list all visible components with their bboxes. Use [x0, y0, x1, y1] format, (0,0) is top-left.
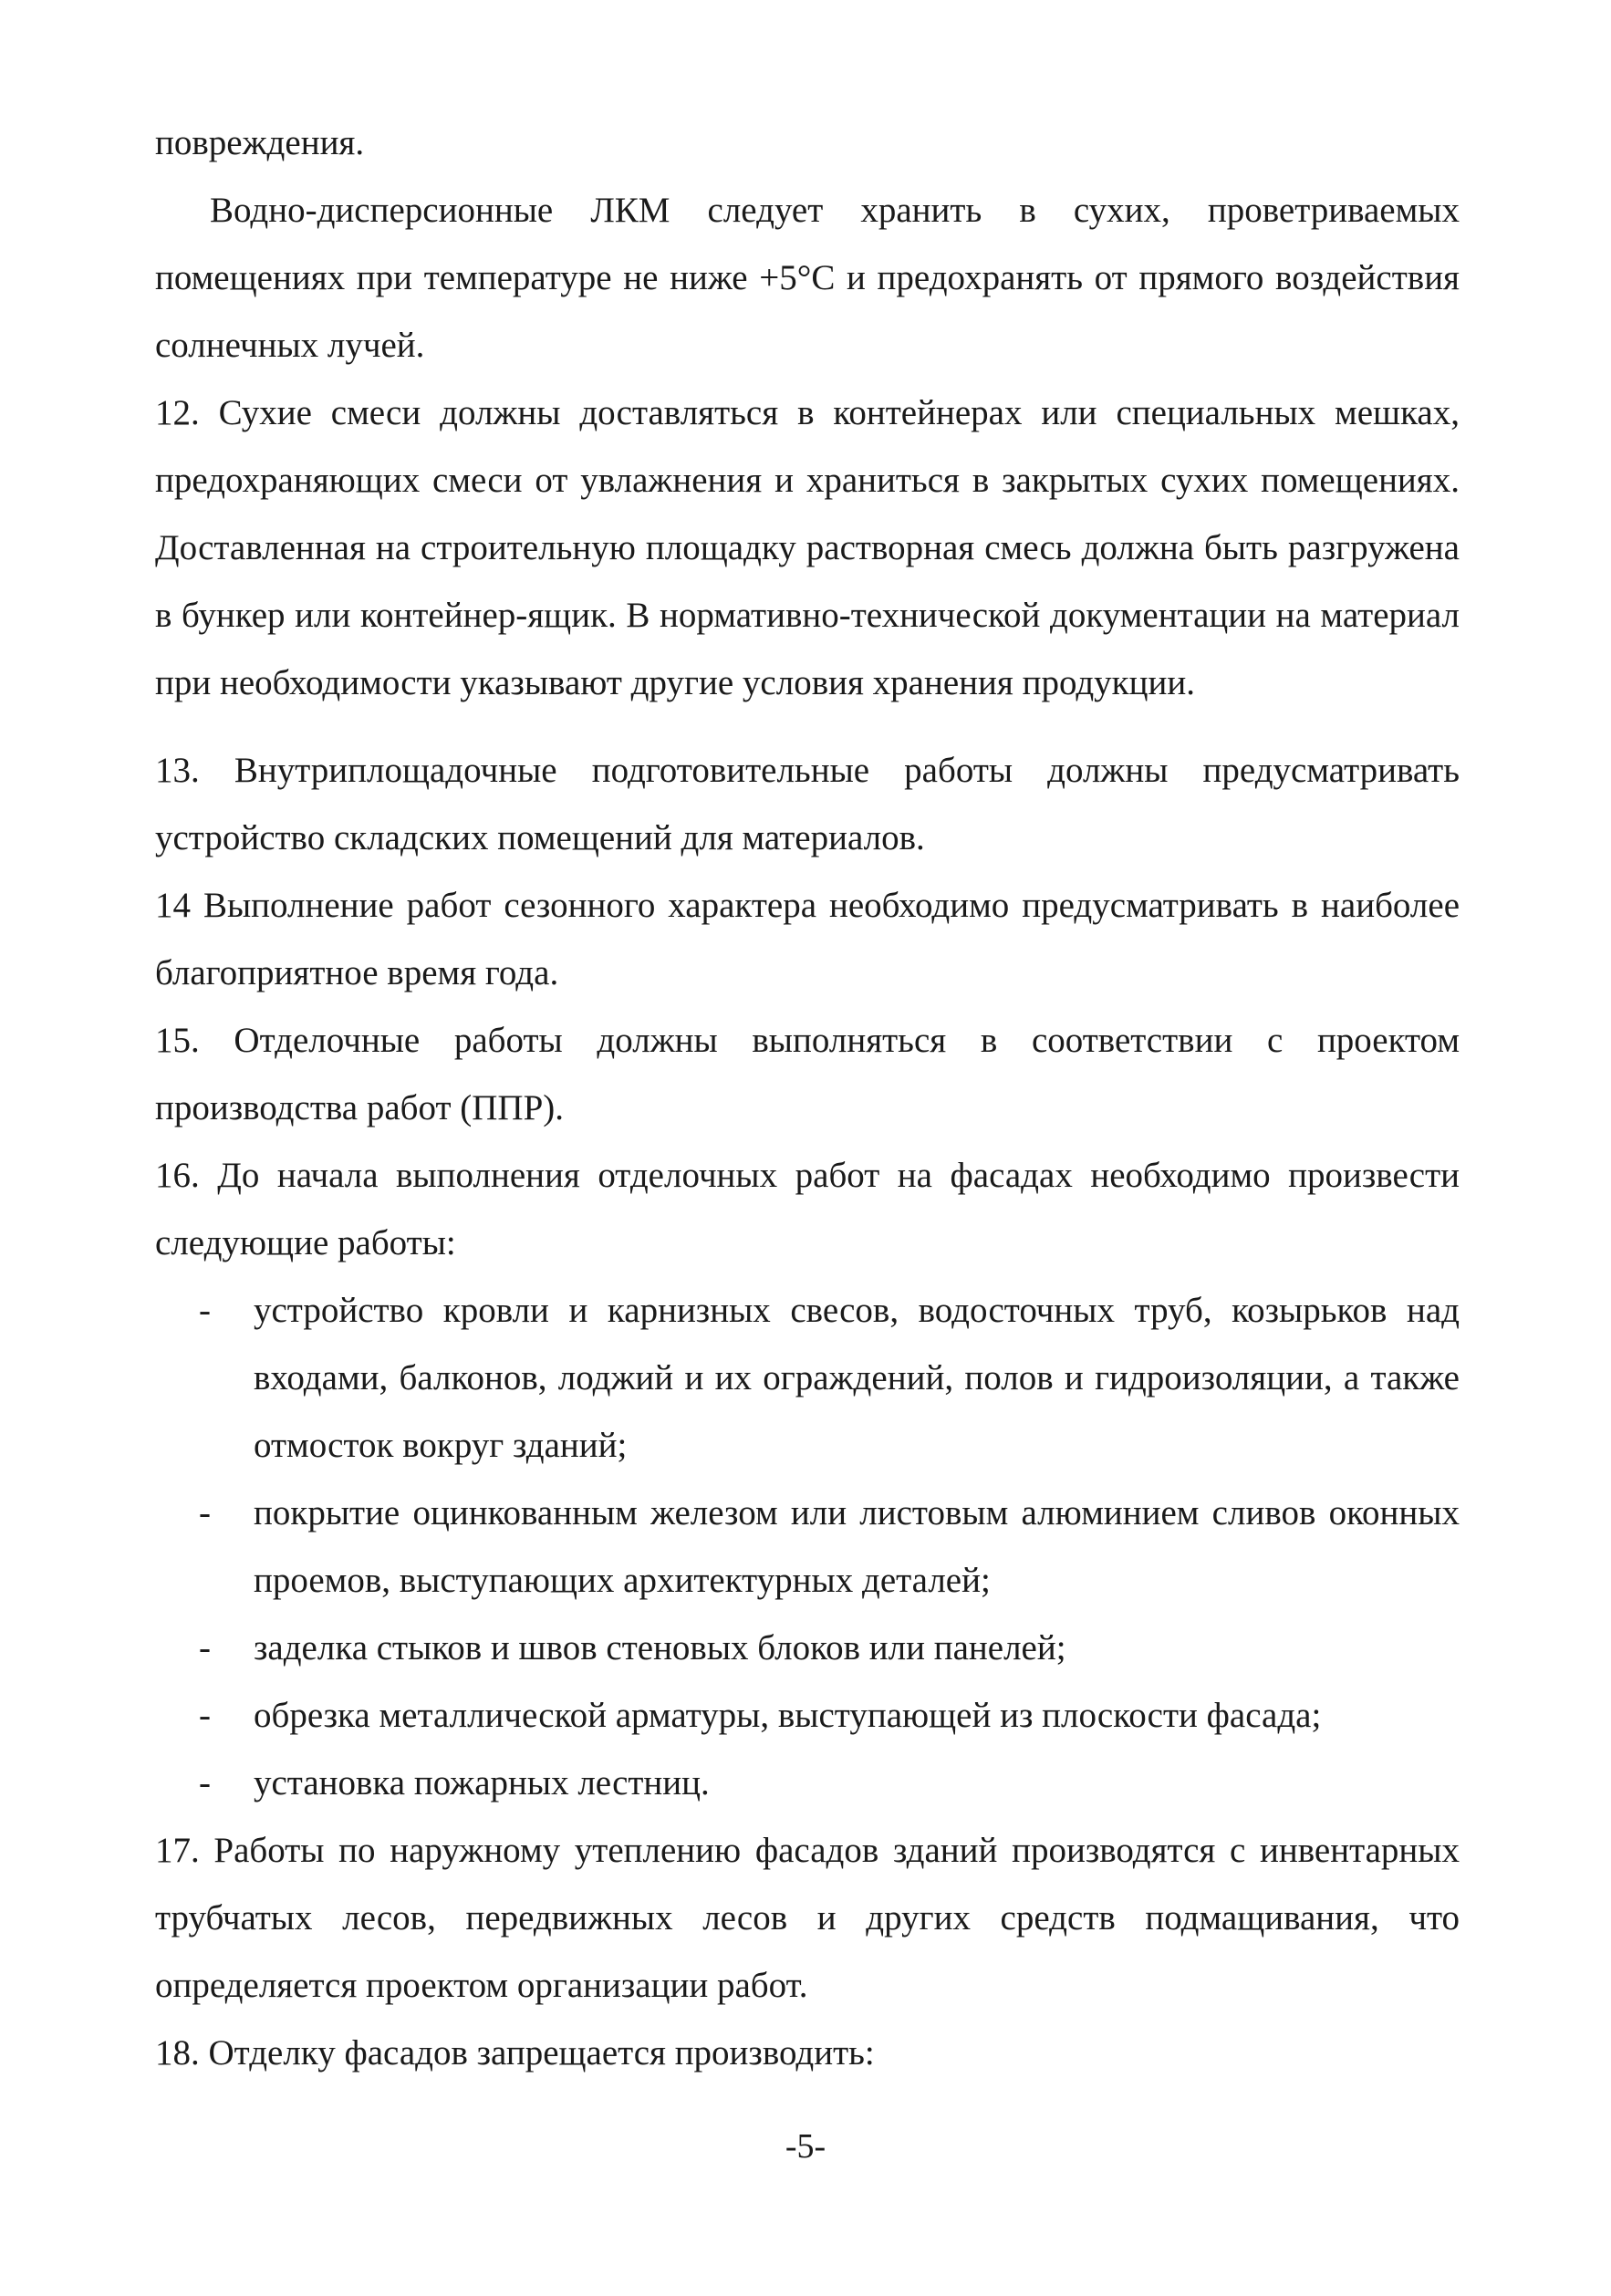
paragraph-15: 15. Отделочные работы должны выполняться в соответствии с проектом производства работ (ППР). — [155, 1021, 1460, 1127]
list-dash: - — [199, 1696, 211, 1735]
list-item-text: обрезка металлической арматуры, выступающей из плоскости фасада; — [254, 1696, 1322, 1735]
facade-prework-list — [155, 1277, 1460, 1817]
paragraph-12: 12. Сухие смеси должны доставляться в контейнерах или специальных мешках, предохраняющих смеси от увлажнения и храниться в закрытых сухих помещениях. Доставленная на строительную площадку растворная смесь должна быть разгружена в бункер или контейнер-ящик. В нормативно-технической документации на материал при необходимости указывают другие условия хранения продукции. — [155, 393, 1460, 702]
list-item-text: установка пожарных лестниц. — [254, 1763, 710, 1803]
list-item — [155, 1480, 1460, 1615]
paragraph-16: 16. До начала выполнения отделочных работ на фасадах необходимо произвести следующие работы: — [155, 1156, 1460, 1262]
paragraph-continuation: повреждения. — [155, 123, 365, 162]
list-item — [155, 1750, 1460, 1817]
paragraph-14: 14 Выполнение работ сезонного характера необходимо предусматривать в наиболее благоприятное время года. — [155, 886, 1460, 992]
list-item — [155, 1277, 1460, 1480]
list-dash: - — [199, 1628, 211, 1667]
paragraph-lkm-storage: Водно-дисперсионные ЛКМ следует хранить в сухих, проветриваемых помещениях при температуре не ниже +5°С и предохранять от прямого воздействия солнечных лучей. — [155, 191, 1460, 365]
list-dash: - — [199, 1493, 211, 1532]
page-number: -5- — [785, 2127, 826, 2166]
list-item-text: покрытие оцинкованным железом или листовым алюминием сливов оконных проемов, выступающих архитектурных деталей; — [254, 1493, 1460, 1600]
list-item-text: устройство кровли и карнизных свесов, водосточных труб, козырьков над входами, балконов, лоджий и их ограждений, полов и гидроизоляции, а также отмосток вокруг зданий; — [254, 1291, 1460, 1465]
list-item — [155, 1682, 1460, 1750]
list-item-text: заделка стыков и швов стеновых блоков или панелей; — [254, 1628, 1066, 1667]
list-dash: - — [199, 1291, 211, 1330]
document-body — [155, 109, 1460, 2087]
paragraph-18: 18. Отделку фасадов запрещается производить: — [155, 2033, 875, 2073]
paragraph-17: 17. Работы по наружному утеплению фасадов зданий производятся с инвентарных трубчатых лесов, передвижных лесов и других средств подмащивания, что определяется проектом организации работ. — [155, 1831, 1460, 2005]
list-item — [155, 1615, 1460, 1682]
list-dash: - — [199, 1763, 211, 1803]
paragraph-13: 13. Внутриплощадочные подготовительные работы должны предусматривать устройство складских помещений для материалов. — [155, 751, 1460, 857]
